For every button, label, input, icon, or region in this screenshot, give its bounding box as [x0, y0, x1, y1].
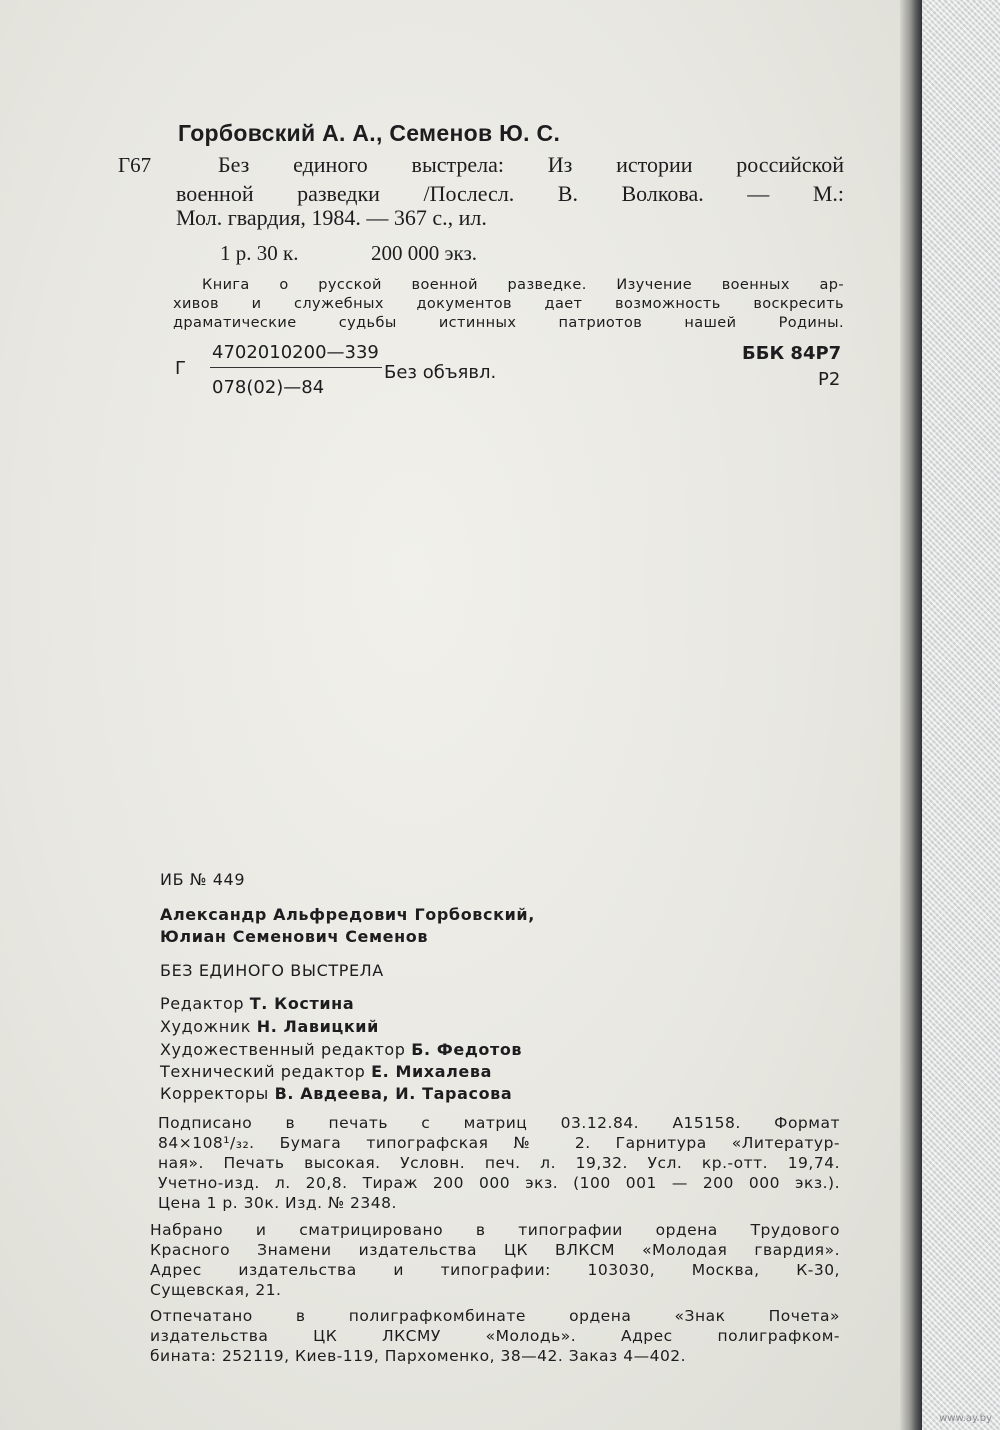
author-full-name-2: Юлиан Семенович Семенов	[160, 927, 429, 946]
watermark: www.ay.by	[939, 1413, 992, 1424]
printed-line-2: издательства ЦК ЛКСМУ «Молодь». Адрес полиграфком-	[150, 1327, 840, 1345]
book-title-caps: БЕЗ ЕДИНОГО ВЫСТРЕЛА	[160, 961, 384, 980]
fraction-numerator: 4702010200—339	[212, 342, 379, 363]
typeset-line-3: Адрес издательства и типографии: 103030, Москва, К-30,	[150, 1261, 840, 1279]
circulation: 200 000 экз.	[371, 241, 477, 265]
staff-tech-editor: Технический редактор Е. Михалева	[160, 1062, 492, 1081]
bbk-code: ББК 84Р7	[742, 343, 842, 364]
authors-heading: Горбовский А. А., Семенов Ю. С.	[178, 120, 561, 146]
fraction-bar	[210, 367, 382, 368]
no-announce-note: Без объявл.	[384, 362, 497, 383]
typeset-line-2: Красного Знамени издательства ЦК ВЛКСМ «Молодая гвардия».	[150, 1241, 840, 1259]
page-fold-shadow	[900, 0, 922, 1430]
printed-line-1: Отпечатано в полиграфкомбинате ордена «Знак Почета»	[150, 1307, 840, 1325]
author-full-name-1: Александр Альфредович Горбовский,	[160, 905, 535, 924]
title-line-2: военной разведки /Послесл. В. Волкова. — М.:	[176, 181, 844, 206]
staff-art-editor: Художественный редактор Б. Федотов	[160, 1040, 523, 1059]
printed-line-3: бината: 252119, Киев-119, Пархоменко, 38—42. Заказ 4—402.	[150, 1347, 687, 1365]
typeset-line-4: Сущевская, 21.	[150, 1281, 282, 1299]
title-line-1: Без единого выстрела: Из истории российской	[218, 152, 844, 177]
ib-number: ИБ № 449	[160, 870, 246, 889]
typeset-line-1: Набрано и сматрицировано в типографии ордена Трудового	[150, 1221, 840, 1239]
fraction-denominator: 078(02)—84	[212, 377, 325, 398]
book-cover-edge	[922, 0, 1000, 1430]
staff-artist: Художник Н. Лавицкий	[160, 1017, 379, 1036]
title-line-3: Мол. гвардия, 1984. — 367 с., ил.	[176, 205, 487, 230]
price: 1 р. 30 к.	[220, 241, 299, 265]
staff-proofreaders: Корректоры В. Авдеева, И. Тарасова	[160, 1084, 513, 1103]
bbk-subcode: Р2	[818, 369, 841, 390]
print-info-line-3: ная». Печать высокая. Условн. печ. л. 19,32. Усл. кр.-отт. 19,74.	[158, 1154, 840, 1172]
print-info-line-5: Цена 1 р. 30к. Изд. № 2348.	[158, 1194, 397, 1212]
annotation-line-1: Книга о русской военной разведке. Изучение военных ар-	[202, 277, 844, 293]
print-info-line-1: Подписано в печать с матриц 03.12.84. А15158. Формат	[158, 1114, 840, 1132]
print-info-line-4: Учетно-изд. л. 20,8. Тираж 200 000 экз. (100 001 — 200 000 экз.).	[158, 1174, 840, 1192]
print-info-line-2: 84×108¹/₃₂. Бумага типографская № 2. Гарнитура «Литератур-	[158, 1134, 840, 1152]
annotation-line-2: хивов и служебных документов дает возможность воскресить	[173, 296, 844, 312]
catalog-code: Г67	[118, 153, 152, 177]
staff-editor: Редактор Т. Костина	[160, 994, 355, 1013]
annotation-line-3: драматические судьбы истинных патриотов нашей Родины.	[173, 315, 844, 331]
index-letter: Г	[175, 358, 186, 379]
